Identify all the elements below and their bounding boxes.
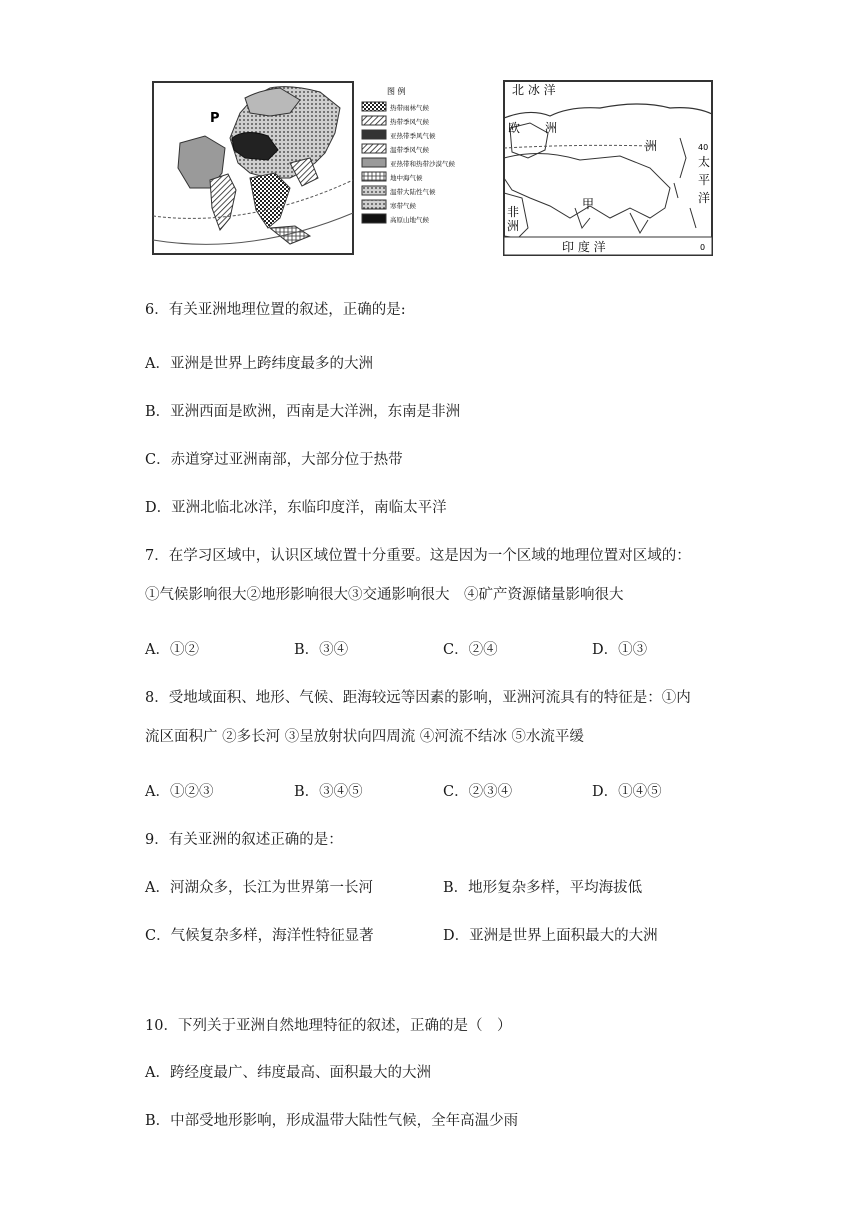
legend-item: 温带季风气候 xyxy=(390,146,429,154)
q7-option-a[interactable]: A．①② xyxy=(145,642,199,658)
question-10-stem: 10．下列关于亚洲自然地理特征的叙述，正确的是（ ） xyxy=(145,1018,512,1034)
question-7-stem: 7．在学习区域中，认识区域位置十分重要。这是因为一个区域的地理位置对区域的： xyxy=(145,548,691,564)
legend-item: 热带季风气候 xyxy=(390,118,429,126)
q10-option-b[interactable]: B．中部受地形影响，形成温带大陆性气候，全年高温少雨 xyxy=(145,1113,519,1129)
legend-item: 热带雨林气候 xyxy=(390,104,429,112)
legend-title: 图 例 xyxy=(387,87,406,96)
q9-option-b[interactable]: B．地形复杂多样，平均海拔低 xyxy=(443,880,643,896)
q8-option-b[interactable]: B．③④⑤ xyxy=(294,784,363,800)
q8-option-d[interactable]: D．①④⑤ xyxy=(592,784,662,800)
q8-option-a[interactable]: A．①②③ xyxy=(145,784,214,800)
map-label-zhou: 洲 xyxy=(545,121,558,135)
map-label-lat-0: 0 xyxy=(700,243,706,252)
map-label-pacific-2: 平 xyxy=(698,173,711,187)
q9-option-c[interactable]: C．气候复杂多样，海洋性特征显著 xyxy=(145,928,374,944)
question-7-stem-2: ①气候影响很大②地形影响很大③交通影响很大 ④矿产资源储量影响很大 xyxy=(145,587,624,603)
map-label-zhou-2: 洲 xyxy=(645,139,658,153)
map-label-arctic-ocean: 北 冰 洋 xyxy=(512,83,556,97)
question-9-stem: 9．有关亚洲的叙述正确的是： xyxy=(145,832,343,848)
map-label-africa: 非 xyxy=(507,205,520,219)
maps-svg xyxy=(150,78,715,258)
location-map xyxy=(504,81,712,255)
map-label-p: P xyxy=(210,111,220,126)
map-label-indian-ocean: 印 度 洋 xyxy=(562,240,606,254)
map-label-europe: 欧 xyxy=(508,121,521,135)
question-8-stem: 8．受地域面积、地形、气候、距海较远等因素的影响，亚洲河流具有的特征是：①内 xyxy=(145,690,691,706)
q9-option-a[interactable]: A．河湖众多，长江为世界第一长河 xyxy=(145,880,373,896)
q7-option-d[interactable]: D．①③ xyxy=(592,642,648,658)
legend-item: 地中海气候 xyxy=(390,174,423,182)
map-legend xyxy=(362,86,456,224)
question-8-stem-2: 流区面积广 ②多长河 ③呈放射状向四周流 ④河流不结冰 ⑤水流平缓 xyxy=(145,729,584,745)
legend-item: 亚热带季风气候 xyxy=(390,132,436,140)
q8-option-c[interactable]: C．②③④ xyxy=(443,784,513,800)
q9-option-d[interactable]: D．亚洲是世界上面积最大的大洲 xyxy=(443,928,658,944)
legend-item: 亚热带和热带沙漠气候 xyxy=(390,160,455,168)
legend-item: 温带大陆性气候 xyxy=(390,188,436,196)
q6-option-a[interactable]: A．亚洲是世界上跨纬度最多的大洲 xyxy=(145,356,373,372)
q7-option-c[interactable]: C．②④ xyxy=(443,642,498,658)
map-label-pacific-1: 太 xyxy=(698,155,711,169)
maps-figure xyxy=(150,78,715,258)
q7-option-b[interactable]: B．③④ xyxy=(294,642,349,658)
map-label-africa-2: 洲 xyxy=(507,219,520,233)
map-label-pacific-3: 洋 xyxy=(698,191,711,205)
q6-option-b[interactable]: B．亚洲西面是欧洲，西南是大洋洲，东南是非洲 xyxy=(145,404,461,420)
climate-map xyxy=(153,82,353,254)
map-label-jia: 甲 xyxy=(582,197,595,211)
legend-item: 高原山地气候 xyxy=(390,216,429,224)
q10-option-a[interactable]: A．跨经度最广、纬度最高、面积最大的大洲 xyxy=(145,1065,431,1081)
map-label-lat-40: 40 xyxy=(698,143,709,152)
q6-option-d[interactable]: D．亚洲北临北冰洋，东临印度洋，南临太平洋 xyxy=(145,500,447,516)
q6-option-c[interactable]: C．赤道穿过亚洲南部，大部分位于热带 xyxy=(145,452,403,468)
legend-item: 寒带气候 xyxy=(390,202,416,210)
question-6-stem: 6．有关亚洲地理位置的叙述，正确的是: xyxy=(145,302,406,318)
